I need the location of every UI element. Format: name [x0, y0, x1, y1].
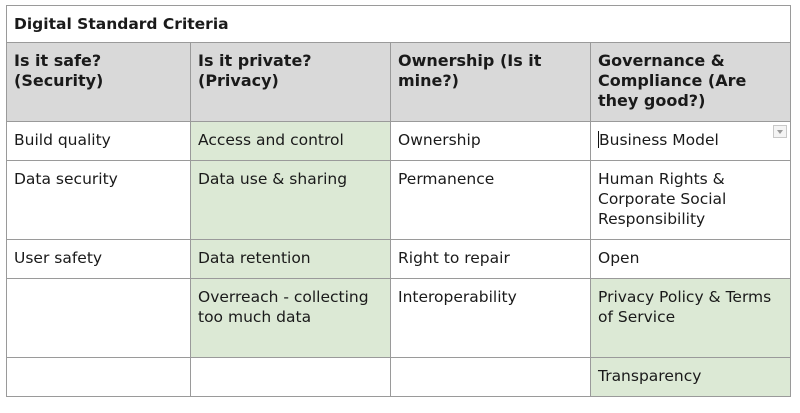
table-row [7, 358, 791, 397]
table-title[interactable]: Digital Standard Criteria [7, 6, 791, 43]
header-ownership[interactable]: Ownership (Is it mine?) [391, 43, 591, 122]
table-cell[interactable]: Transparency [591, 358, 791, 397]
table-cell[interactable] [7, 279, 191, 358]
header-privacy[interactable]: Is it private? (Privacy) [191, 43, 391, 122]
cell-text: Business Model [599, 131, 719, 149]
table-cell[interactable]: Data use & sharing [191, 161, 391, 240]
table-cell-active[interactable] [591, 122, 791, 161]
table-cell[interactable] [191, 358, 391, 397]
table-cell[interactable]: Privacy Policy & Terms of Service [591, 279, 791, 358]
header-row [7, 43, 791, 122]
table-cell[interactable]: Open [591, 240, 791, 279]
table-cell[interactable]: Data retention [191, 240, 391, 279]
table-row [7, 240, 791, 279]
table-row [7, 279, 791, 358]
header-security[interactable]: Is it safe? (Security) [7, 43, 191, 122]
chevron-down-icon[interactable] [773, 125, 787, 138]
table-cell[interactable]: Right to repair [391, 240, 591, 279]
table-cell[interactable]: Human Rights & Corporate Social Responsibility [591, 161, 791, 240]
criteria-table [6, 5, 791, 397]
table-row [7, 122, 791, 161]
table-row [7, 161, 791, 240]
table-cell[interactable]: Data security [7, 161, 191, 240]
title-row [7, 6, 791, 43]
table-cell[interactable]: User safety [7, 240, 191, 279]
header-governance[interactable]: Governance & Compliance (Are they good?) [591, 43, 791, 122]
table-cell[interactable]: Overreach - collecting too much data [191, 279, 391, 358]
table-cell[interactable]: Build quality [7, 122, 191, 161]
table-cell[interactable]: Ownership [391, 122, 591, 161]
table-cell[interactable] [7, 358, 191, 397]
table-cell[interactable]: Access and control [191, 122, 391, 161]
table-cell[interactable]: Interoperability [391, 279, 591, 358]
criteria-table-container [6, 5, 790, 397]
table-cell[interactable] [391, 358, 591, 397]
table-cell[interactable]: Permanence [391, 161, 591, 240]
